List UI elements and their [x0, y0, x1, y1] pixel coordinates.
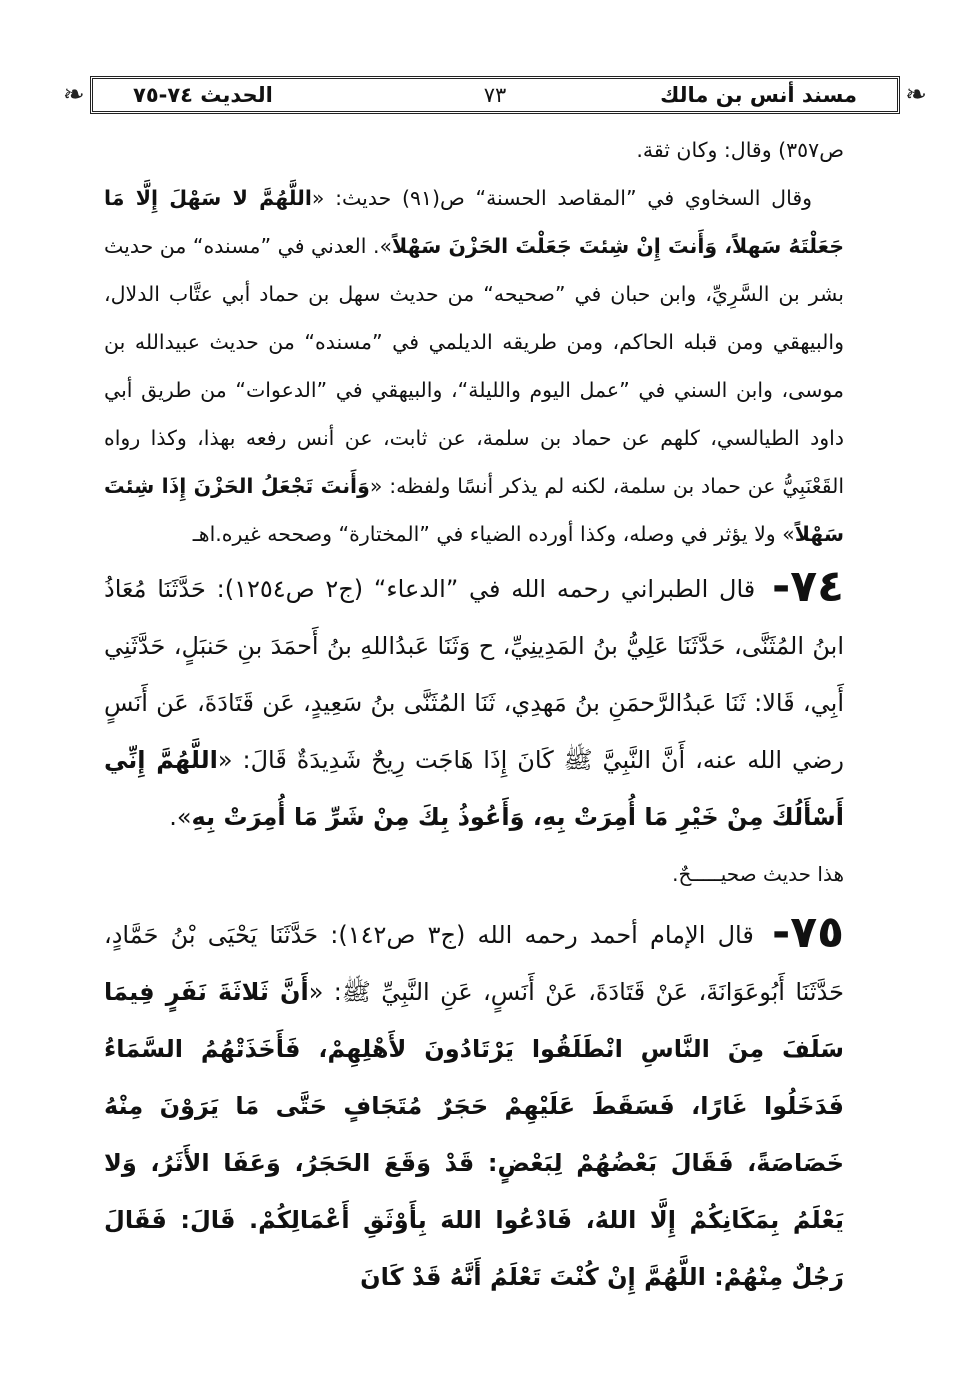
hadith-range: الحديث ٧٤-٧٥ [133, 83, 273, 107]
paragraph-continuation: ص٣٥٧) وقال: وكان ثقة. [636, 138, 844, 162]
hadith-74-dua: اللَّهُمَّ إِنِّي أَسْأَلُكَ مِنْ خَيْرِ مَا أُمِرَتْ بِهِ، وَأَعُوذُ بِكَ مِنْ شَرِّ مَا أُمِرَتْ بِهِ [104, 746, 844, 831]
ornament-right-icon: ❧ [905, 80, 927, 110]
hadith-number-74: ٧٤- [772, 561, 844, 612]
quoted-dua: اللَّهُمَّ لا سَهْلَ إِلَّا مَا جَعَلْتَهُ سَهلاً، وَأَنتَ إِنْ شِئتَ جَعَلْتَ الحَزْنَ سَهْلاً [104, 186, 844, 258]
page-number: ٧٣ [483, 83, 507, 107]
book-title: مسند أنس بن مالك [660, 83, 857, 107]
hadith-74: ٧٤- قال الطبراني رحمه الله في ”الدعاء“ (ج٢ ص١٢٥٤): حَدَّثَنَا مُعَاذُ ابنُ المُثَنَّى، حَدَّثَنَا عَلِيُّ بنُ المَدِينِيِّ، ح وَثَنَا عَبدُاللهِ بنُ أَحمَدَ بنِ حَنبَلٍ، حَدَّثَنِي أَبِي، قَالا: ثَنَا عَبدُالرَّحمَنِ بنُ مَهدِي، ثَنَا المُثَنَّى بنُ سَعِيدٍ، عَن قَتَادَةَ، عَن أَنَسٍ رضي الله عنه، أَنَّ النَّبِيَّ ﷺ كَانَ إِذَا هَاجَت رِيحٌ شَدِيدَةٌ قَالَ: «اللَّهُمَّ إِنِّي أَسْأَلُكَ مِنْ خَيْرِ مَا أُمِرَتْ بِهِ، وَأَعُوذُ بِكَ مِنْ شَرِّ مَا أُمِرَتْ بِهِ». [104, 561, 844, 831]
ornament-left-icon: ❧ [63, 80, 85, 110]
page-header [63, 76, 927, 114]
quoted-dua-2: وَأَنتَ تَجْعَلُ الحَزْنَ إِذَا شِئتَ سَهْلاً [104, 474, 844, 546]
hadith-75-text: أَنَّ ثَلاثَةَ نَفَرٍ فِيمَا سَلَفَ مِنَ النَّاسِ انْطَلَقُوا يَرْتَادُونَ لأَهْلِهِمْ، فَأَخَذَتْهُمُ السَّمَاءُ فَدَخَلُوا غَارًا، فَسَقَطَ عَلَيْهِمْ حَجَرٌ مُتَجَافٍ حَتَّى مَا يَرَوْنَ مِنْهُ خَصَاصَةً، فَقَالَ بَعْضُهُمْ لِبَعْضٍ: قَدْ وَقَعَ الحَجَرُ، وَعَفَا الأَثَرُ، وَلا يَعْلَمُ بِمَكَانِكُمْ إِلَّا اللهُ، فَادْعُوا اللهَ بِأَوْثَقِ أَعْمَالِكُمْ. قَالَ: فَقَالَ رَجُلٌ مِنْهُمْ: اللَّهُمَّ إِنْ كُنْتَ تَعْلَمُ أَنَّهُ قَدْ كَانَ [104, 978, 844, 1291]
hadith-75: ٧٥- قال الإمام أحمد رحمه الله (ج٣ ص١٤٢): حَدَّثَنَا يَحْيَى بْنُ حَمَّادٍ، حَدَّثَنَا أَبُوعَوَانَةَ، عَنْ قَتَادَةَ، عَنْ أَنَسٍ، عَنِ النَّبِيِّ ﷺ: «أَنَّ ثَلاثَةَ نَفَرٍ فِيمَا سَلَفَ مِنَ النَّاسِ انْطَلَقُوا يَرْتَادُونَ لأَهْلِهِمْ، فَأَخَذَتْهُمُ السَّمَاءُ فَدَخَلُوا غَارًا، فَسَقَطَ عَلَيْهِمْ حَجَرٌ مُتَجَافٍ حَتَّى مَا يَرَوْنَ مِنْهُ خَصَاصَةً، فَقَالَ بَعْضُهُمْ لِبَعْضٍ: قَدْ وَقَعَ الحَجَرُ، وَعَفَا الأَثَرُ، وَلا يَعْلَمُ بِمَكَانِكُمْ إِلَّا اللهُ، فَادْعُوا اللهَ بِأَوْثَقِ أَعْمَالِكُمْ. قَالَ: فَقَالَ رَجُلٌ مِنْهُمْ: اللَّهُمَّ إِنْ كُنْتَ تَعْلَمُ أَنَّهُ قَدْ كَانَ [104, 907, 844, 1291]
grading-note: هذا حديث صحيـــــحٌ. [672, 862, 844, 886]
paragraph-sakhawi: وقال السخاوي في ”المقاصد الحسنة“ ص(٩١) حديث: «اللَّهُمَّ لا سَهْلَ إِلَّا مَا جَعَلْتَهُ سَهلاً، وَأَنتَ إِنْ شِئتَ جَعَلْتَ الحَزْنَ سَهْلاً». العدني في ”مسنده“ من حديث بشر بن السَّرِيِّ، وابن حبان في ”صحيحه“ من حديث سهل بن حماد أبي عتَّاب الدلال، والبيهقي ومن قبله الحاكم، ومن طريقه الديلمي في ”مسنده“ من حديث عبيدالله بن موسى، وابن السني في ”عمل اليوم والليلة“، والبيهقي في ”الدعوات“ من طريق أبي داود الطيالسي، كلهم عن حماد بن سلمة، عن ثابت، عن أنس رفعه بهذا، وكذا رواه القَعْنَبِيُّ عن حماد بن سلمة، لكنه لم يذكر أنسًا ولفظه: «وَأَنتَ تَجْعَلُ الحَزْنَ إِذَا شِئتَ سَهْلاً» ولا يؤثر في وصله، وكذا أورده الضياء في ”المختارة“ وصححه غيره.اهـ [104, 186, 845, 546]
page-body [104, 126, 844, 1306]
hadith-number-75: ٧٥- [771, 907, 844, 958]
